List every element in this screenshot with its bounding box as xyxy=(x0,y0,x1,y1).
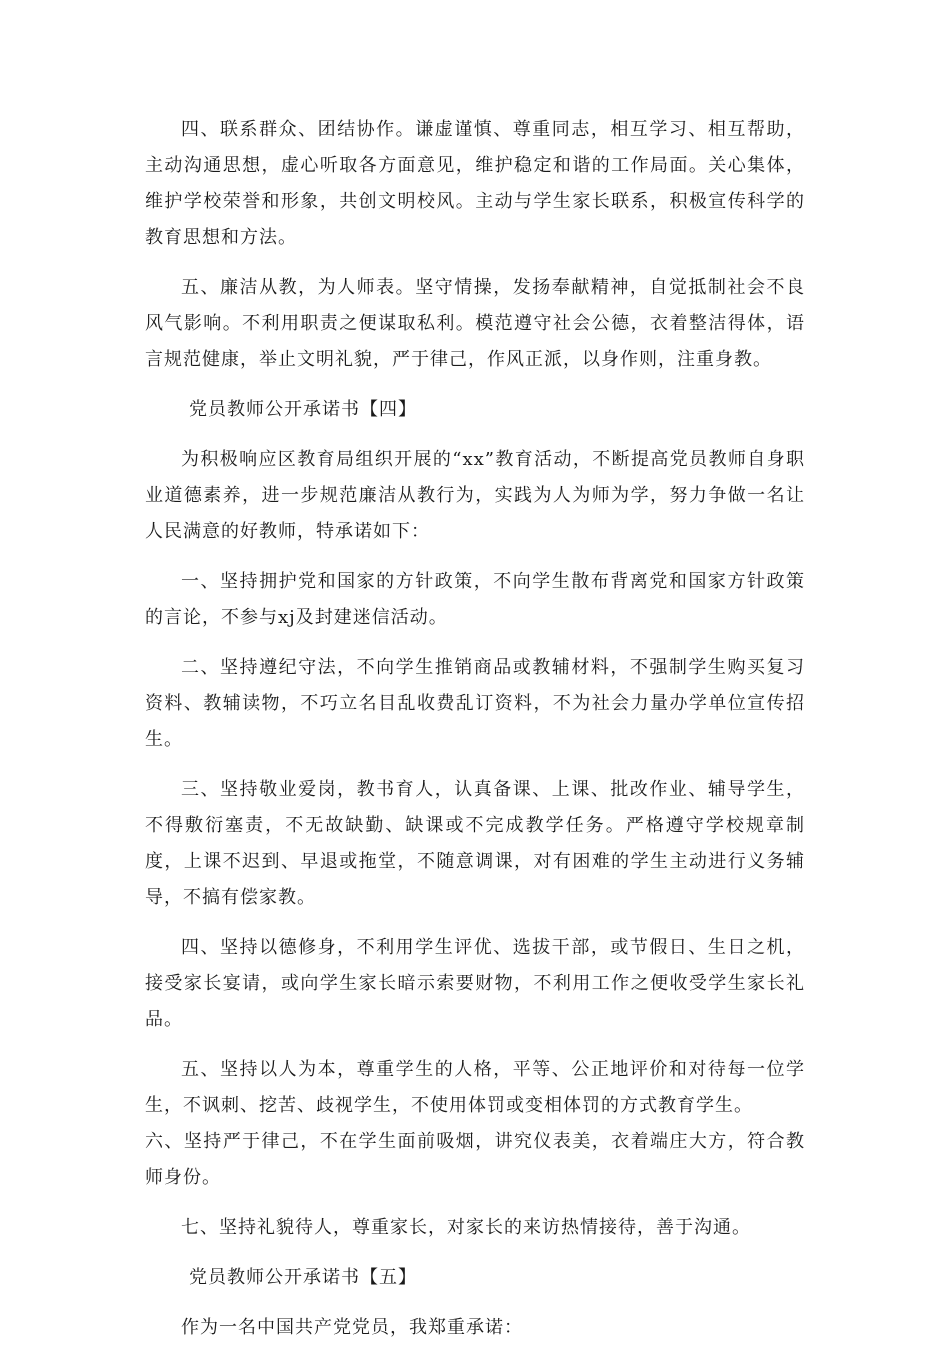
section-heading-five: 党员教师公开承诺书【五】 xyxy=(189,1267,417,1288)
paragraph-integrity-teaching: 五、廉洁从教，为人师表。坚守情操，发扬奉献精神，自觉抵制社会不良风气影响。不利用职责之便谋取私利。模范遵守社会公德，衣着整洁得体，语言规范健康，举止文明礼貌，严于律己，作风正派，以身作则，注重身教。 xyxy=(145,277,805,370)
commitment-item-7: 七、坚持礼貌待人，尊重家长，对家长的来访热情接待，善于沟通。 xyxy=(181,1217,751,1238)
commitment-item-6: 六、坚持严于律己，不在学生面前吸烟，讲究仪表美，衣着端庄大方，符合教师身份。 xyxy=(145,1131,805,1188)
section-five-intro: 作为一名中国共产党党员，我郑重承诺： xyxy=(181,1317,523,1338)
paragraph-unity-cooperation: 四、联系群众、团结协作。谦虚谨慎、尊重同志，相互学习、相互帮助，主动沟通思想，虚心听取各方面意见，维护稳定和谐的工作局面。关心集体，维护学校荣誉和形象，共创文明校风。主动与学生家长联系，积极宣传科学的教育思想和方法。 xyxy=(145,119,805,248)
commitment-item-1: 一、坚持拥护党和国家的方针政策，不向学生散布背离党和国家方针政策的言论，不参与xj及封建迷信活动。 xyxy=(145,571,805,628)
commitment-item-2: 二、坚持遵纪守法，不向学生推销商品或教辅材料，不强制学生购买复习资料、教辅读物，不巧立名目乱收费乱订资料，不为社会力量办学单位宣传招生。 xyxy=(145,657,805,750)
commitment-item-5: 五、坚持以人为本，尊重学生的人格，平等、公正地评价和对待每一位学生，不讽刺、挖苦、歧视学生，不使用体罚或变相体罚的方式教育学生。 xyxy=(145,1059,805,1116)
commitment-item-3: 三、坚持敬业爱岗，教书育人，认真备课、上课、批改作业、辅导学生，不得敷衍塞责，不无故缺勤、缺课或不完成教学任务。严格遵守学校规章制度，上课不迟到、早退或拖堂，不随意调课，对有困难的学生主动进行义务辅导，不搞有偿家教。 xyxy=(145,779,805,908)
section-four-intro: 为积极响应区教育局组织开展的“xx”教育活动，不断提高党员教师自身职业道德素养，进一步规范廉洁从教行为，实践为人为师为学，努力争做一名让人民满意的好教师，特承诺如下： xyxy=(145,449,805,542)
section-heading-four: 党员教师公开承诺书【四】 xyxy=(189,399,417,420)
commitment-item-4: 四、坚持以德修身，不利用学生评优、选拔干部，或节假日、生日之机，接受家长宴请，或向学生家长暗示索要财物，不利用工作之便收受学生家长礼品。 xyxy=(145,937,805,1030)
document-page xyxy=(145,112,805,1346)
